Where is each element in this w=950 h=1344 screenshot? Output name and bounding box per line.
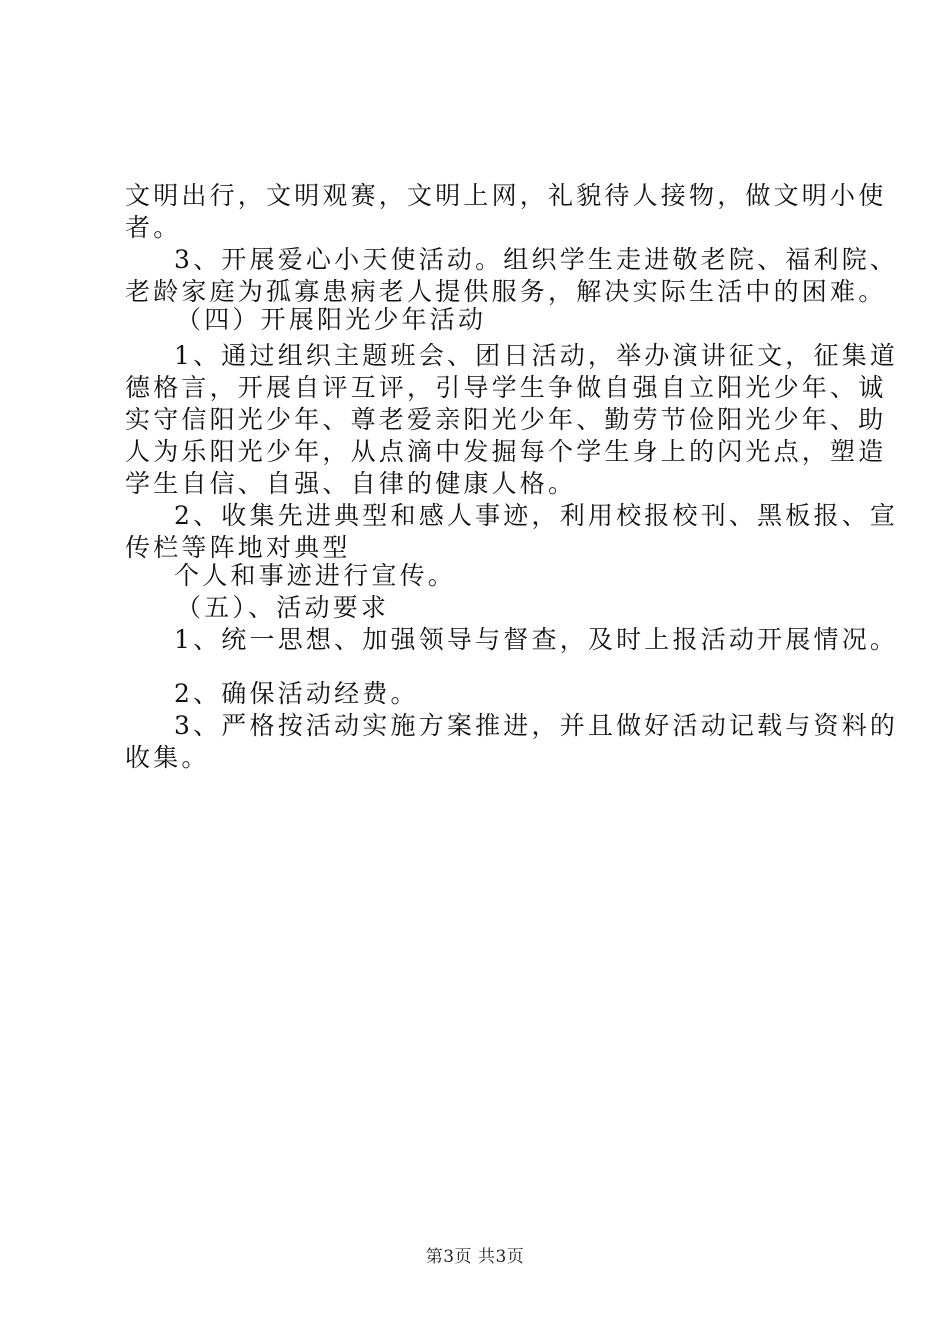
section-heading: （四）开展阳光少年活动 [176, 305, 487, 334]
paragraph-line: 2、收集先进典型和感人事迹，利用校报校刊、黑板报、宣 [174, 501, 899, 530]
paragraph-line: 学生自信、自强、自律的健康人格。 [125, 469, 577, 498]
paragraph-line: 3、开展爱心小天使活动。组织学生走进敬老院、福利院、 [174, 245, 899, 274]
paragraph-line: 人为乐阳光少年，从点滴中发掘每个学生身上的闪光点，塑造 [125, 437, 887, 466]
paragraph-line: 3、严格按活动实施方案推进，并且做好活动记载与资料的 [174, 711, 899, 740]
paragraph-line: 老龄家庭为孤寡患病老人提供服务，解决实际生活中的困难。 [125, 277, 887, 306]
page-number-footer: 第3页 共3页 [425, 1247, 525, 1267]
paragraph-line: 德格言，开展自评互评，引导学生争做自强自立阳光少年、诚 [125, 373, 887, 402]
paragraph-line: 2、确保活动经费。 [174, 679, 419, 708]
paragraph-line: 1、统一思想、加强领导与督查，及时上报活动开展情况。 [174, 625, 899, 654]
paragraph-line: 个人和事迹进行宣传。 [174, 561, 457, 590]
paragraph-line: 收集。 [125, 743, 210, 772]
paragraph-line: 传栏等阵地对典型 [125, 533, 351, 562]
paragraph-line: 1、通过组织主题班会、团日活动，举办演讲征文，征集道 [174, 341, 899, 370]
paragraph-line: 文明出行，文明观赛，文明上网，礼貌待人接物，做文明小使 [125, 181, 887, 210]
section-heading: （五）、活动要求 [176, 593, 390, 622]
paragraph-line: 者。 [125, 213, 182, 242]
paragraph-line: 实守信阳光少年、尊老爱亲阳光少年、勤劳节俭阳光少年、助 [125, 405, 887, 434]
